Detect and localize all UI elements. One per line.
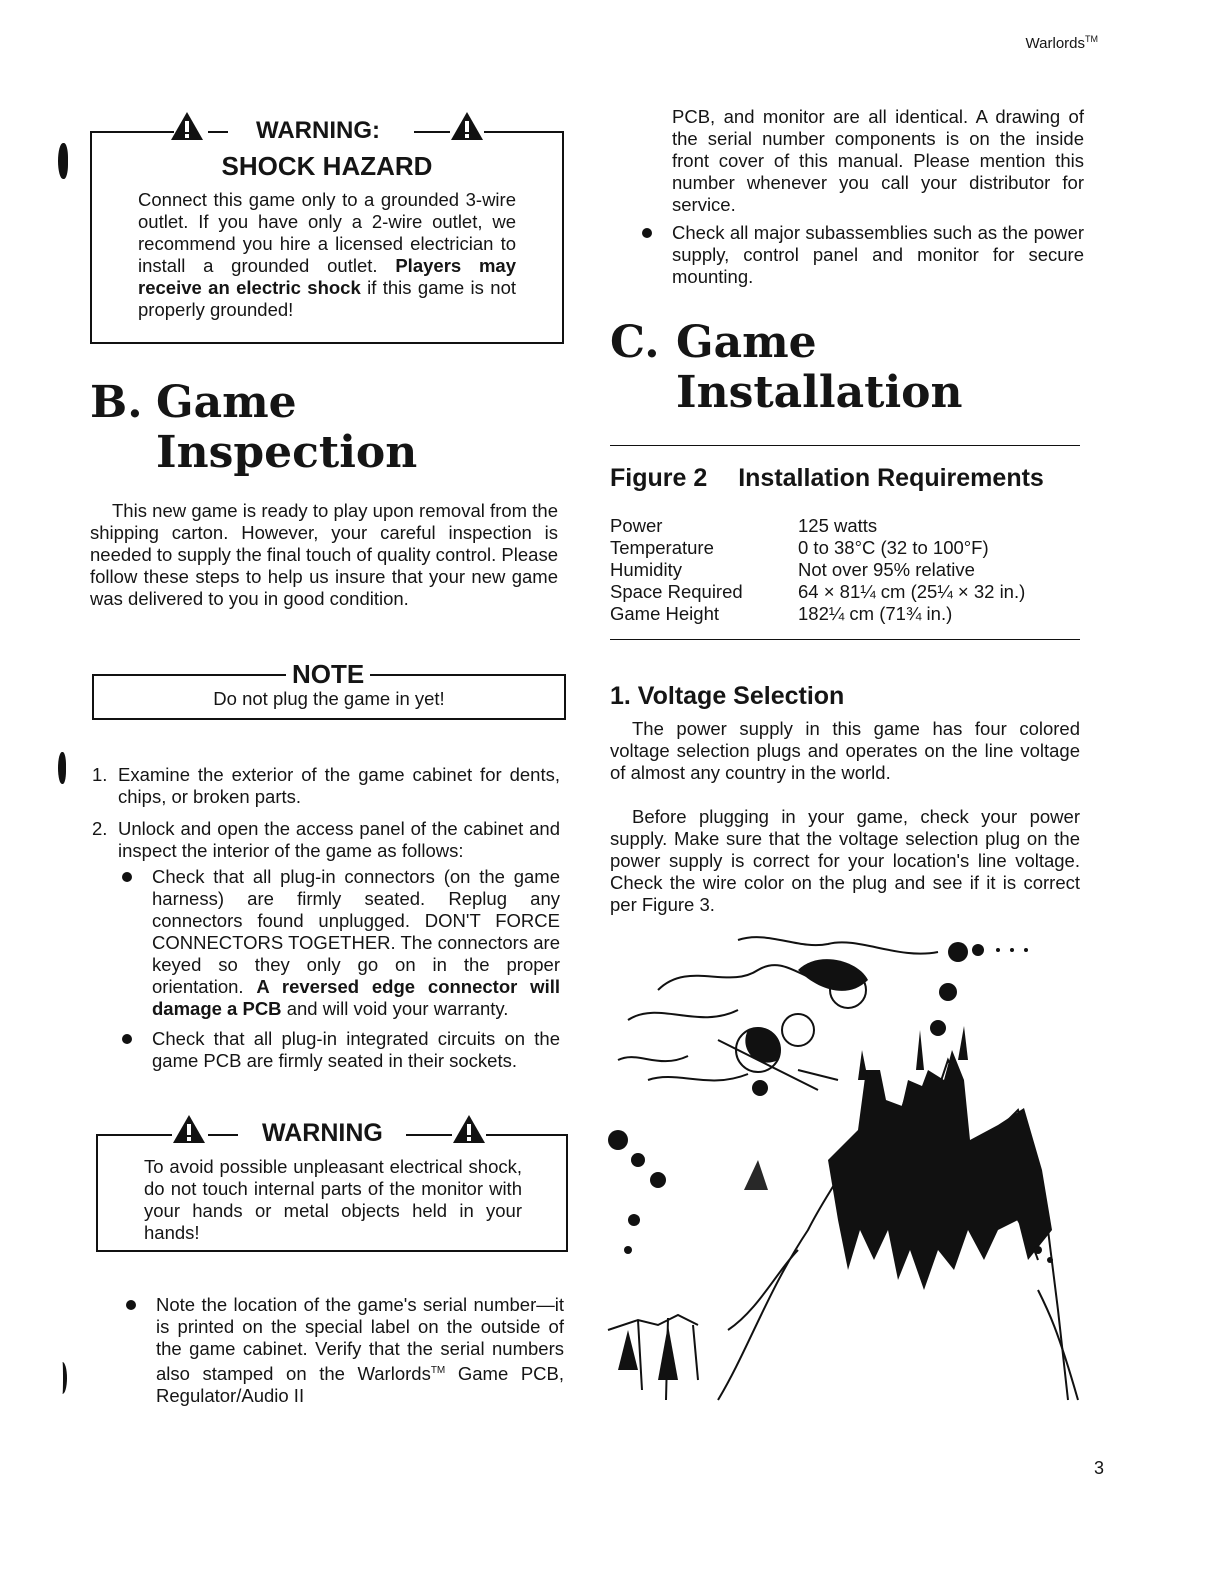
warning-title: WARNING: [256, 117, 380, 144]
section-b-letter: B. [90, 377, 143, 428]
inspection-steps [92, 764, 560, 862]
list-item: 1. Examine the exterior of the game cabinet for dents, chips, or broken parts. [92, 764, 560, 807]
inspection-bullets [120, 866, 560, 1072]
table-row: Space Required 64 × 81¼ cm (25¼ × 32 in.) [610, 581, 1026, 602]
table-row: Humidity Not over 95% relative [610, 559, 975, 580]
list-item: Check that all plug-in integrated circuits on the game PCB are firmly seated in their sockets. [120, 1028, 560, 1072]
note-title: NOTE [292, 659, 365, 689]
list-item: Check that all plug-in connectors (on the game harness) are firmly seated. Replug any connectors found unplugged. DON'T FORCE CONNECTORS TOGETHER. The connectors are keyed so they only go on in the proper orientation. A reversed edge connector will damage a PCB and will void your warranty. [120, 866, 560, 1020]
warning-shock-box [90, 117, 564, 344]
note-box [92, 659, 566, 720]
requirements-table [610, 515, 1025, 625]
note-text: Do not plug the game in yet! [213, 688, 445, 709]
table-row: Temperature 0 to 38°C (32 to 100°F) [610, 537, 989, 558]
list-item: Note the location of the game's serial number—it is printed on the special label on the outside of the game cabinet. Verify that the serial numbers also stamped on the Warlords™ Game PCB, Regulator/Audio II [124, 1294, 564, 1407]
warning-box [96, 1119, 568, 1252]
serial-bullet [124, 1294, 564, 1407]
running-header: Warlords™ [1025, 34, 1098, 52]
voltage-paragraph: The power supply in this game has four colored voltage selection plugs and operates on the line voltage of almost any country in the world. [610, 718, 1080, 783]
warning-title: WARNING [262, 1119, 383, 1147]
warning-subtitle: SHOCK HAZARD [221, 151, 433, 181]
section-c-letter: C. [610, 317, 660, 368]
table-row: Game Height 182¼ cm (71¾ in.) [610, 603, 953, 624]
section-c-title: Game Installation [676, 317, 963, 418]
figure-2-heading [610, 464, 1044, 493]
warning-triangle-icon [172, 1114, 206, 1144]
warning-text: To avoid possible unpleasant electrical shock, do not touch internal parts of the monitor with your hands or metal objects held in your hands! [144, 1156, 522, 1243]
figure-title: Installation Requirements [738, 464, 1044, 492]
voltage-heading: 1. Voltage Selection [610, 682, 845, 710]
page-number: 3 [1093, 1458, 1104, 1478]
voltage-paragraph: Before plugging in your game, check your power supply. Make sure that the voltage selection plug on the power supply is correct for your location's line voltage. Check the wire color on the plug and see if it is correct per Figure 3. [610, 806, 1080, 915]
table-row: Power 125 watts [610, 515, 878, 536]
figure-label: Figure 2 [610, 464, 708, 492]
binding-mark [58, 143, 68, 179]
castle-illustration [598, 930, 1080, 1408]
list-item: 2. Unlock and open the access panel of the cabinet and inspect the interior of the game as follows: [92, 818, 560, 861]
warning-triangle-icon [450, 111, 484, 141]
figure-bottom-rule [610, 639, 1080, 640]
section-b-intro: This new game is ready to play upon removal from the shipping carton. However, your careful inspection is needed to supply the final touch of quality control. Please follow these steps to help us insure that your new game was delivered to you in good condition. [90, 500, 558, 609]
mounting-bullet [640, 222, 1084, 288]
warning-triangle-icon [170, 111, 204, 141]
list-item: Check all major subassemblies such as the power supply, control panel and monitor for secure mounting. [640, 222, 1084, 288]
binding-mark [58, 1362, 67, 1394]
binding-mark [58, 752, 66, 784]
warning-triangle-icon [452, 1114, 486, 1144]
warning-text: Connect this game only to a grounded 3-wire outlet. If you have only a 2-wire outlet, we recommend you hire a licensed electrician to install a grounded outlet. Players may receive an electric shock if this game is not properly grounded! [138, 189, 516, 320]
figure-top-rule [610, 445, 1080, 446]
section-b-title: Game Inspection [156, 377, 418, 478]
continued-paragraph: PCB, and monitor are all identical. A drawing of the serial number components is on the inside front cover of this manual. Please mention this number whenever you call your distributor for service. [672, 106, 1084, 215]
